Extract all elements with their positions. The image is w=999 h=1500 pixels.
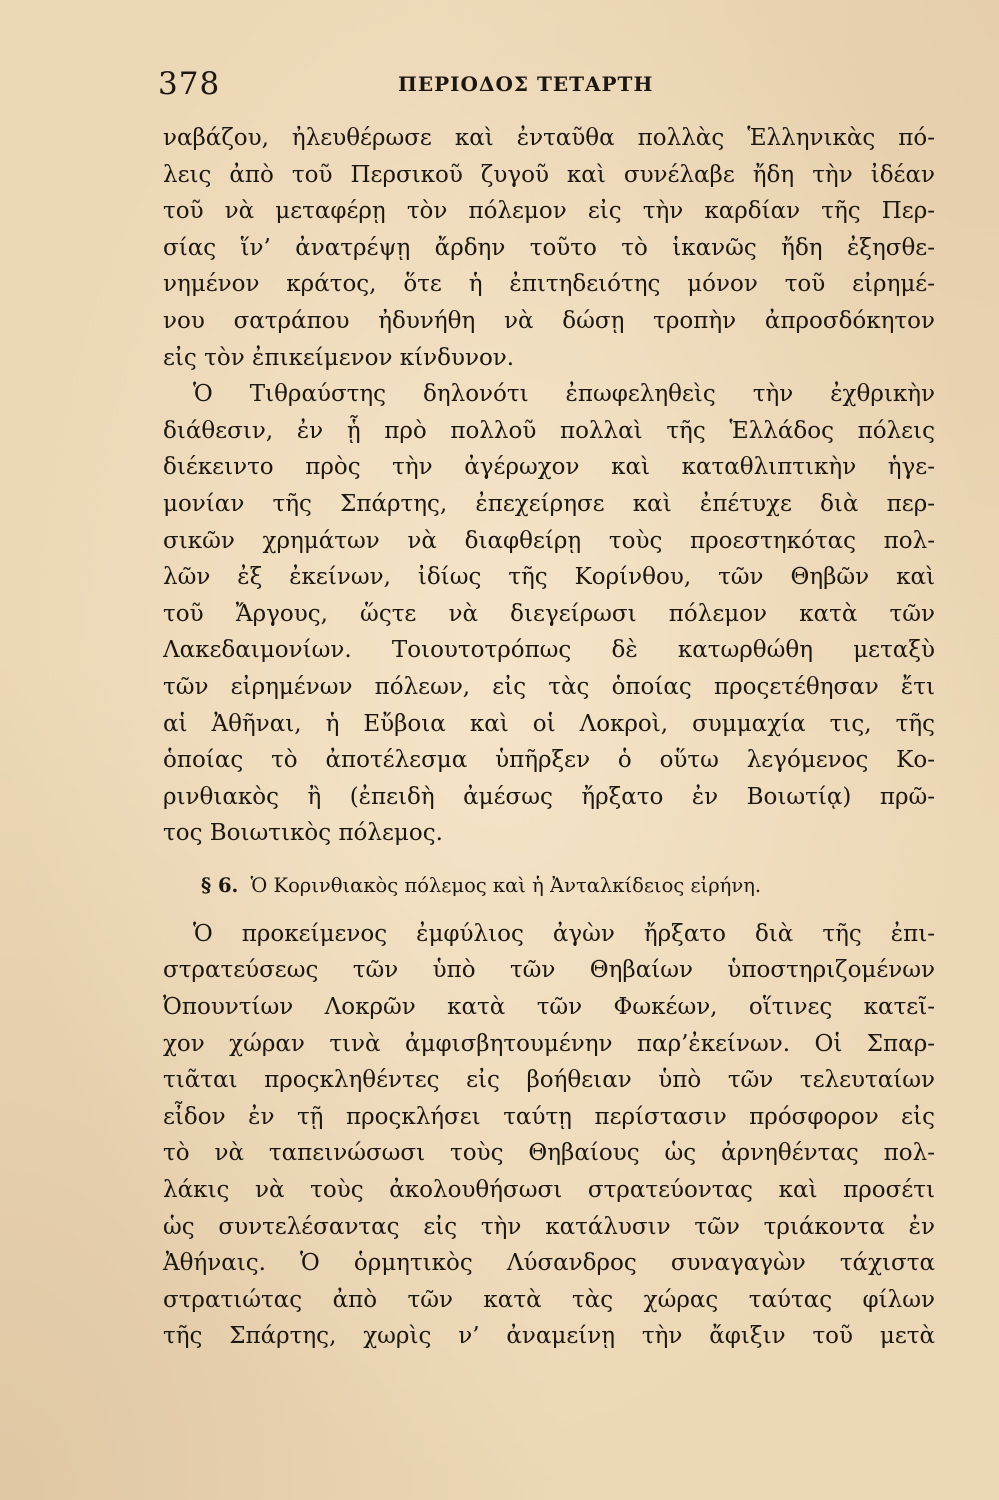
page-number: 378 (158, 66, 221, 102)
text-line: λάκις νὰ τοὺς ἀκολουθήσωσι στρατεύοντας καὶ προσέτι (163, 1177, 935, 1204)
text-line: Ἀθήναις. Ὁ ὁρμητικὸς Λύσανδρος συναγαγὼν τάχιστα (163, 1250, 935, 1277)
text-line: λεις ἀπὸ τοῦ Περσικοῦ ζυγοῦ καὶ συνέλαβε ἤδη τὴν ἰδέαν (163, 161, 935, 188)
text-line: ὁποίας τὸ ἀποτέλεσμα ὑπῆρξεν ὁ οὕτω λεγόμενος Κο- (163, 747, 935, 774)
text-line: στρατεύσεως τῶν ὑπὸ τῶν Θηβαίων ὑποστηριζομένων (163, 957, 935, 984)
text-line: αἱ Ἀθῆναι, ἡ Εὔβοια καὶ οἱ Λοκροὶ, συμμαχία τις, τῆς (163, 710, 935, 737)
text-line: διάθεσιν, ἐν ᾗ πρὸ πολλοῦ πολλαὶ τῆς Ἑλλάδος πόλεις (163, 417, 935, 444)
text-line: χον χώραν τινὰ ἀμφισβητουμένην παρ’ἐκείνων. Οἱ Σπαρ- (163, 1030, 935, 1057)
text-line: ναβάζου, ἠλευθέρωσε καὶ ἐνταῦθα πολλὰς Ἑλληνικὰς πό- (163, 125, 935, 151)
text-line: τῶν εἰρημένων πόλεων, εἰς τὰς ὁποίας προςετέθησαν ἔτι (163, 673, 935, 700)
text-line: σίας ἵν’ ἀνατρέψῃ ἄρδην τοῦτο τὸ ἱκανῶς ἤδη ἐξησθε- (163, 234, 935, 261)
paragraph-3 (163, 916, 935, 1355)
section-title: Ὁ Κορινθιακὸς πόλεμος καὶ ἡ Ἀνταλκίδειος εἰρήνη. (250, 873, 762, 897)
page-header (158, 66, 933, 106)
text-line: τῆς Σπάρτης, χωρὶς ν’ ἀναμείνῃ τὴν ἄφιξιν τοῦ μετὰ (163, 1323, 935, 1350)
body-text (163, 120, 935, 1355)
text-line: Ὁ προκείμενος ἐμφύλιος ἀγὼν ἤρξατο διὰ τῆς ἐπι- (193, 920, 935, 947)
text-line: νημένον κράτος, ὅτε ἡ ἐπιτηδειότης μόνον τοῦ εἰρημέ- (163, 271, 935, 298)
text-line: σικῶν χρημάτων νὰ διαφθείρῃ τοὺς προεστηκότας πολ- (163, 527, 935, 554)
text-line: εἶδον ἐν τῇ προςκλήσει ταύτῃ περίστασιν πρόσφορον εἰς (163, 1103, 935, 1130)
text-line: νου σατράπου ἠδυνήθη νὰ δώσῃ τροπὴν ἀπροσδόκητον (163, 307, 935, 334)
text-line: ὡς συντελέσαντας εἰς τὴν κατάλυσιν τῶν τριάκοντα ἐν (163, 1213, 935, 1240)
text-line: Ὁ Τιθραύστης δηλονότι ἐπωφεληθεὶς τὴν ἐχθρικὴν (193, 381, 935, 408)
text-line: τοῦ νὰ μεταφέρῃ τὸν πόλεμον εἰς τὴν καρδίαν τῆς Περ- (163, 198, 935, 225)
text-line: Ὀπουντίων Λοκρῶν κατὰ τῶν Φωκέων, οἵτινες κατεῖ- (163, 994, 935, 1021)
text-line: τοῦ Ἄργους, ὥςτε νὰ διεγείρωσι πόλεμον κατὰ τῶν (163, 600, 935, 627)
text-line: διέκειντο πρὸς τὴν ἀγέρωχον καὶ καταθλιπτικὴν ἡγε- (163, 454, 935, 481)
text-line: τος Βοιωτικὸς πόλεμος. (163, 820, 443, 847)
text-line: τὸ νὰ ταπεινώσωσι τοὺς Θηβαίους ὡς ἀρνηθέντας πολ- (163, 1140, 935, 1167)
paragraph-1 (163, 120, 935, 376)
text-line: Λακεδαιμονίων. Τοιουτοτρόπως δὲ κατωρθώθη μεταξὺ (163, 637, 935, 664)
text-line: λῶν ἐξ ἐκείνων, ἰδίως τῆς Κορίνθου, τῶν Θηβῶν καὶ (163, 564, 935, 591)
text-line: τιᾶται προςκληθέντες εἰς βοήθειαν ὑπὸ τῶν τελευταίων (163, 1067, 935, 1094)
text-line: ρινθιακὸς ἢ (ἐπειδὴ ἀμέσως ἤρξατο ἐν Βοιωτίᾳ) πρῶ- (163, 783, 935, 810)
paragraph-2 (163, 376, 935, 852)
section-heading (163, 860, 935, 912)
text-line: εἰς τὸν ἐπικείμενον κίνδυνον. (163, 344, 515, 371)
running-head: ΠΕΡΙΟΔΟΣ ΤΕΤΑΡΤΗ (398, 72, 654, 96)
text-line: μονίαν τῆς Σπάρτης, ἐπεχείρησε καὶ ἐπέτυχε διὰ περ- (163, 490, 935, 517)
text-line: στρατιώτας ἀπὸ τῶν κατὰ τὰς χώρας ταύτας φίλων (163, 1286, 935, 1313)
section-number: § 6. (201, 873, 239, 897)
